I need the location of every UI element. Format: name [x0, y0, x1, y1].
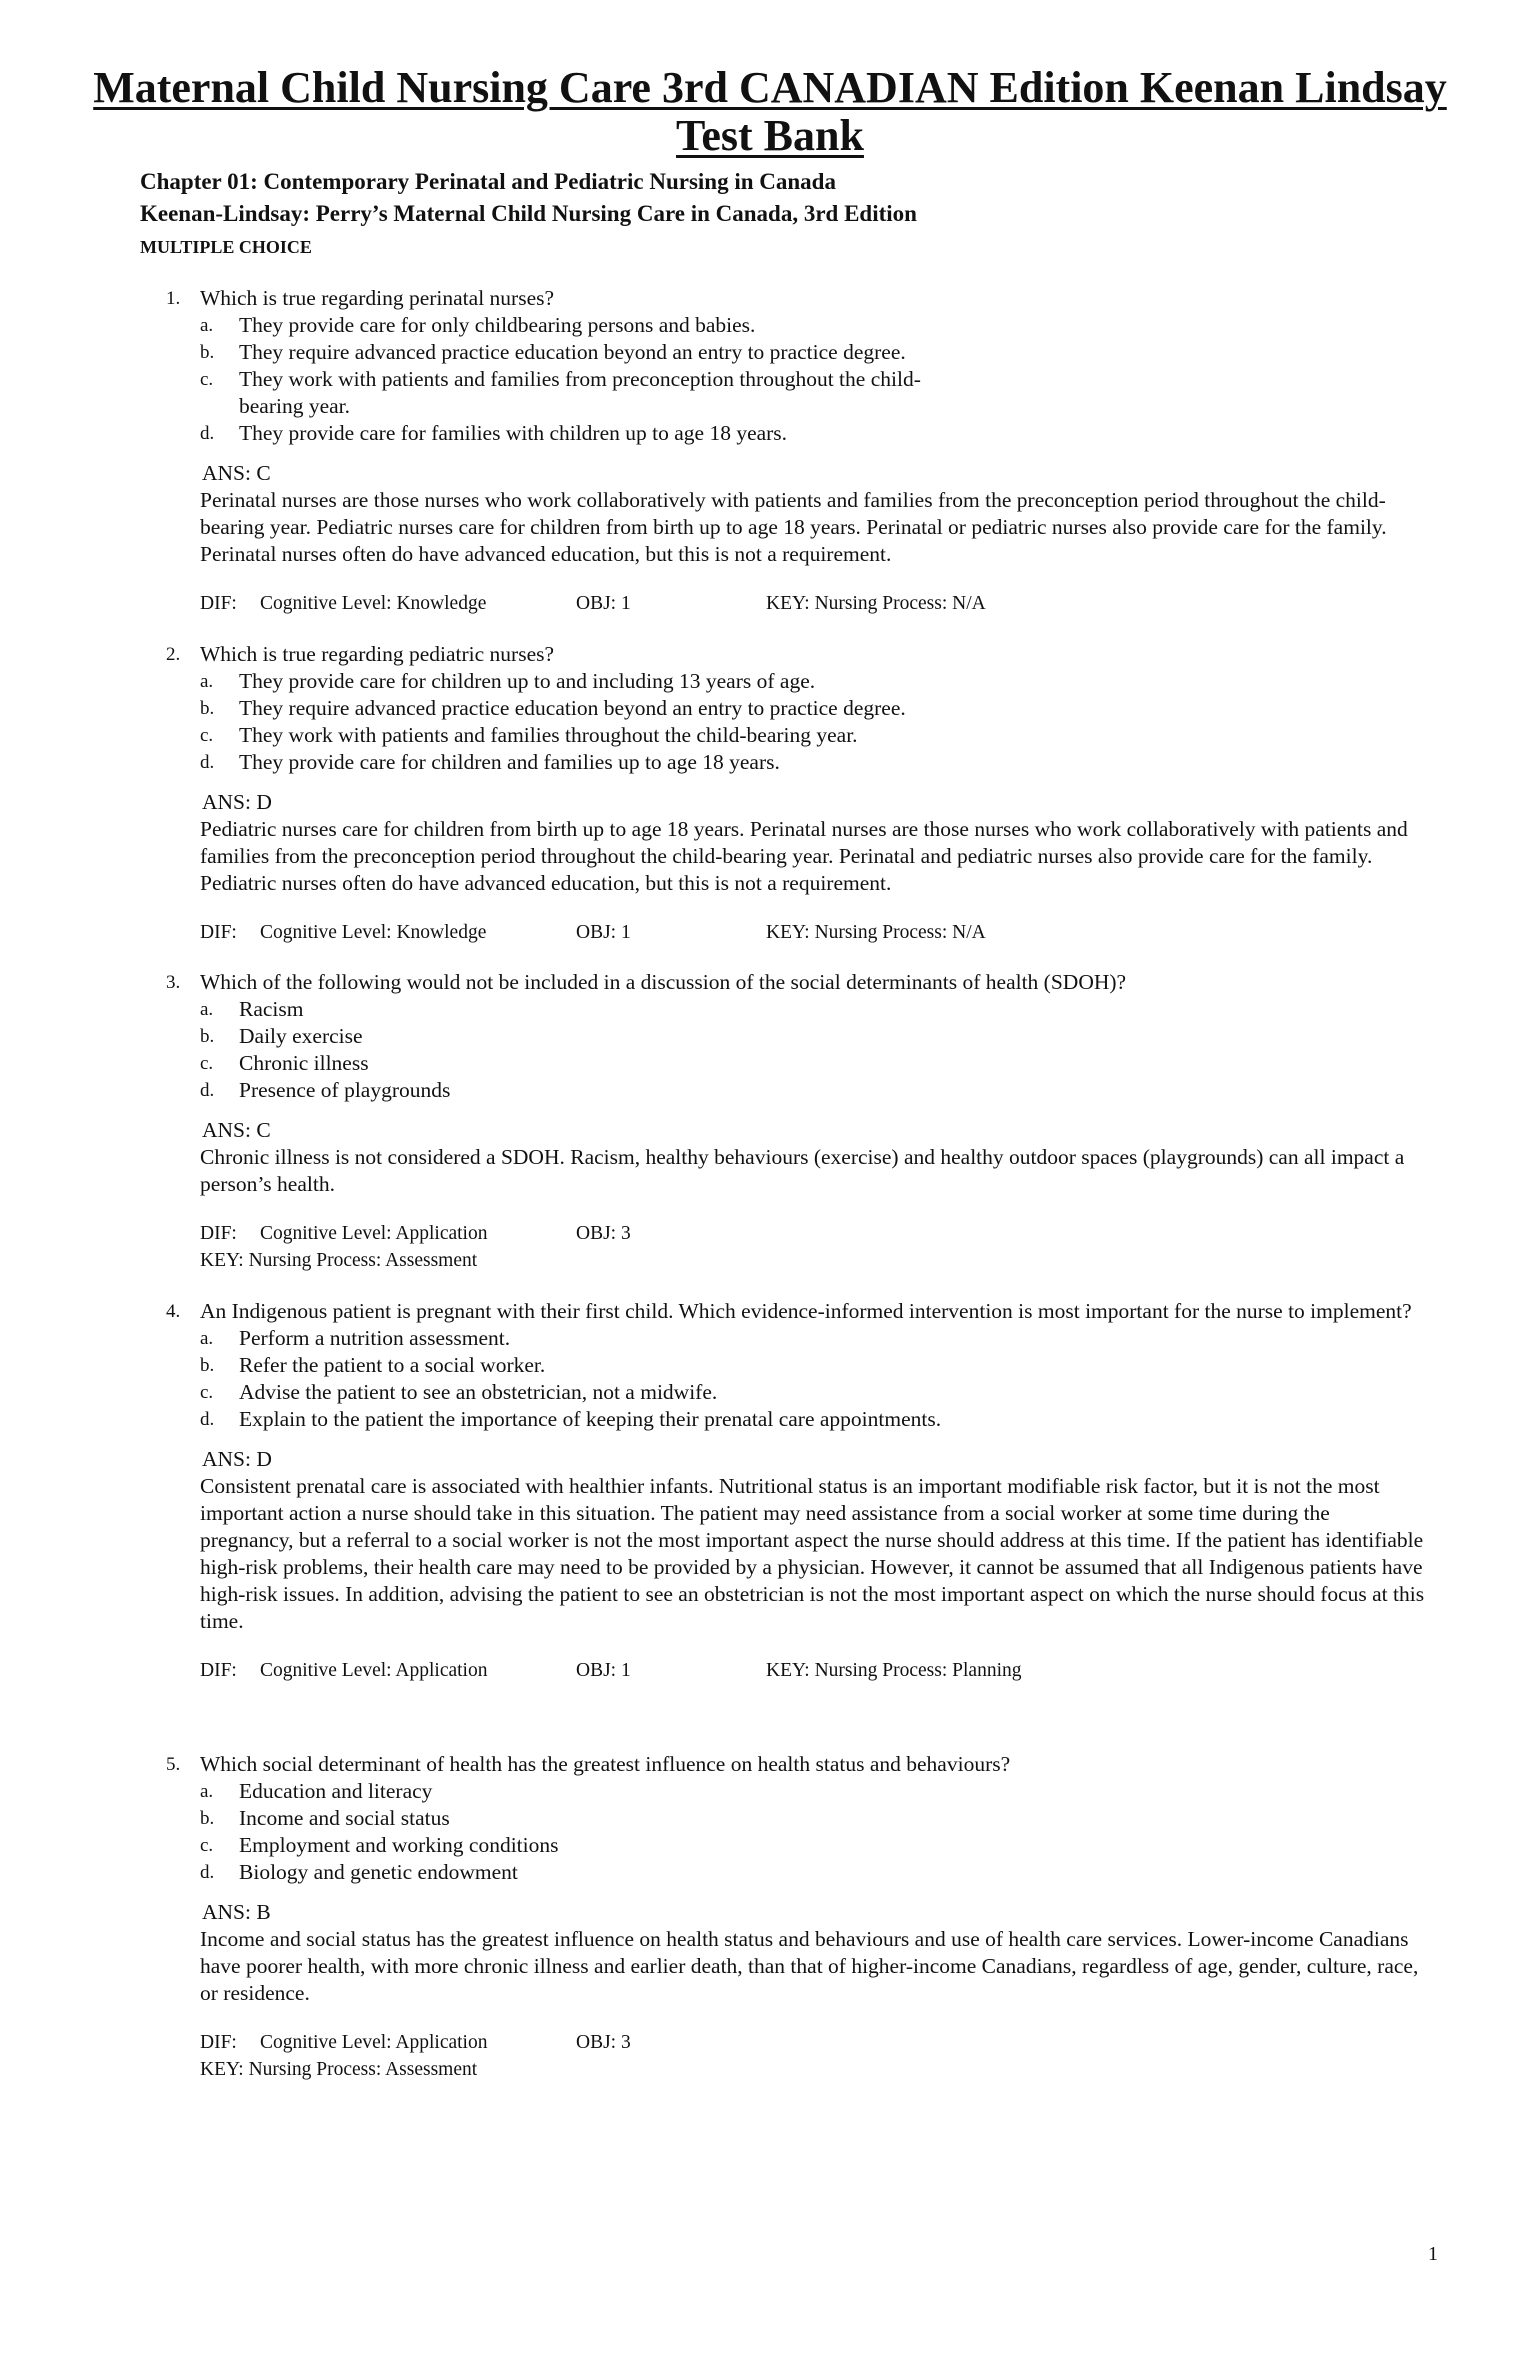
option-letter: b. [200, 1808, 215, 1829]
question-item [166, 641, 1426, 946]
option-text: They work with patients and families throughout the child-bearing year. [239, 723, 858, 747]
nursing-process-key: KEY: Nursing Process: N/A [766, 922, 986, 943]
option-text: Employment and working conditions [239, 1833, 559, 1857]
question-number: 2. [166, 644, 181, 665]
objective: OBJ: 1 [576, 922, 631, 943]
question-number: 5. [166, 1754, 181, 1775]
document-title-line-2 [0, 112, 1540, 160]
objective: OBJ: 3 [576, 1223, 631, 1244]
option-text: Refer the patient to a social worker. [239, 1353, 546, 1377]
title-text: Maternal Child Nursing Care 3rd CANADIAN Edition Keenan Lindsay [93, 63, 1447, 112]
question-number: 1. [166, 288, 181, 309]
option-letter: b. [200, 1026, 215, 1047]
answer-key: ANS: D [202, 1447, 272, 1471]
answer-option [200, 996, 1426, 1023]
answer-option [200, 312, 1426, 339]
option-letter: d. [200, 423, 215, 444]
answer-option [200, 1379, 1426, 1406]
title-text: Test Bank [676, 111, 864, 160]
section-heading: MULTIPLE CHOICE [140, 237, 312, 257]
cognitive-level: Cognitive Level: Knowledge [260, 593, 487, 614]
option-letter: a. [200, 315, 214, 336]
answer-key: ANS: C [202, 1118, 271, 1142]
answer-option [200, 695, 1426, 722]
answer-option [200, 366, 1426, 420]
option-text: Racism [239, 997, 304, 1021]
question-number: 4. [166, 1301, 181, 1322]
answer-key: ANS: C [202, 461, 271, 485]
option-letter: a. [200, 671, 214, 692]
objective: OBJ: 1 [576, 1660, 631, 1681]
answer-option [200, 1077, 1426, 1104]
question-item [166, 285, 1426, 617]
cognitive-level: Cognitive Level: Application [260, 1223, 488, 1244]
answer-option [200, 1859, 1426, 1886]
answer-option [200, 1050, 1426, 1077]
difficulty-label: DIF: [200, 2032, 237, 2053]
option-letter: a. [200, 1781, 214, 1802]
difficulty-label: DIF: [200, 593, 237, 614]
cognitive-level: Cognitive Level: Knowledge [260, 922, 487, 943]
answer-option [200, 339, 1426, 366]
option-letter: c. [200, 1053, 214, 1074]
question-metadata [200, 2029, 1426, 2056]
nursing-process-key: KEY: Nursing Process: N/A [766, 593, 986, 614]
difficulty-label: DIF: [200, 1223, 237, 1244]
answer-key: ANS: B [202, 1900, 271, 1924]
answer-option [200, 1023, 1426, 1050]
option-text: They work with patients and families from preconception throughout the child-bearing year. [239, 367, 921, 418]
question-metadata [200, 1220, 1426, 1247]
option-text: Income and social status [239, 1806, 450, 1830]
answer-option [200, 420, 1426, 447]
cognitive-level: Cognitive Level: Application [260, 1660, 488, 1681]
answer-option [200, 749, 1426, 776]
answer-option [200, 1778, 1426, 1805]
answer-option [200, 1406, 1426, 1433]
question-text: Which is true regarding pediatric nurses? [200, 642, 555, 666]
question-number: 3. [166, 972, 181, 993]
answer-option [200, 722, 1426, 749]
question-text: Which of the following would not be included in a discussion of the social determinants of health (SDOH)? [200, 970, 1127, 994]
option-letter: a. [200, 999, 214, 1020]
objective: OBJ: 3 [576, 2032, 631, 2053]
rationale-text: Consistent prenatal care is associated with healthier infants. Nutritional status is an important modifiable risk factor, but it is not the most important action a nurse should take in this situation. The patient may need assistance from a social worker at some time during the pregnancy, but a referral to a social worker is not the most important aspect the nurse should address at this time. If the patient has identifiable high-risk problems, their health care may need to be provided by a physician. However, it cannot be assumed that all Indigenous patients have high-risk issues. In addition, advising the patient to see an obstetrician is not the most important aspect on which the nurse should focus at this time. [200, 1474, 1425, 1633]
question-metadata [200, 919, 1426, 946]
option-text: They provide care for only childbearing persons and babies. [239, 313, 756, 337]
option-letter: c. [200, 369, 214, 390]
option-letter: a. [200, 1328, 214, 1349]
option-text: Daily exercise [239, 1024, 363, 1048]
nursing-process-key: KEY: Nursing Process: Planning [766, 1660, 1022, 1681]
question-metadata [200, 1657, 1426, 1684]
difficulty-label: DIF: [200, 1660, 237, 1681]
question-text: Which social determinant of health has the greatest influence on health status and behaviours? [200, 1752, 1011, 1776]
option-text: They provide care for children and families up to age 18 years. [239, 750, 780, 774]
rationale-text: Pediatric nurses care for children from birth up to age 18 years. Perinatal nurses are those nurses who work collaboratively with patients and families from the preconception period throughout the child-bearing year. Perinatal and pediatric nurses also provide care for the family. Pediatric nurses often do have advanced education, but this is not a requirement. [200, 817, 1408, 895]
chapter-heading: Chapter 01: Contemporary Perinatal and Pediatric Nursing in Canada [140, 169, 836, 194]
question-item [166, 969, 1426, 1274]
option-letter: d. [200, 752, 215, 773]
answer-option [200, 1805, 1426, 1832]
rationale-text: Chronic illness is not considered a SDOH. Racism, healthy behaviours (exercise) and healthy outdoor spaces (playgrounds) can all impact a person’s health. [200, 1145, 1405, 1196]
option-letter: b. [200, 342, 215, 363]
option-text: Chronic illness [239, 1051, 369, 1075]
page-number: 1 [1428, 2243, 1438, 2265]
option-text: Biology and genetic endowment [239, 1860, 518, 1884]
option-text: They require advanced practice education beyond an entry to practice degree. [239, 340, 906, 364]
answer-option [200, 1325, 1426, 1352]
option-letter: c. [200, 725, 214, 746]
option-text: Explain to the patient the importance of keeping their prenatal care appointments. [239, 1407, 942, 1431]
question-stem [166, 1298, 1426, 1325]
answer-option [200, 1352, 1426, 1379]
option-text: They provide care for families with children up to age 18 years. [239, 421, 788, 445]
option-letter: b. [200, 698, 215, 719]
question-item [166, 1751, 1426, 2083]
book-heading: Keenan-Lindsay: Perry’s Maternal Child Nursing Care in Canada, 3rd Edition [140, 201, 917, 226]
option-text: They provide care for children up to and including 13 years of age. [239, 669, 816, 693]
question-text: An Indigenous patient is pregnant with their first child. Which evidence-informed intervention is most important for the nurse to implement? [200, 1299, 1412, 1323]
option-text: Advise the patient to see an obstetrician, not a midwife. [239, 1380, 718, 1404]
option-text: They require advanced practice education beyond an entry to practice degree. [239, 696, 906, 720]
question-stem [166, 1751, 1426, 1778]
answer-option [200, 1832, 1426, 1859]
nursing-process-key: KEY: Nursing Process: Assessment [200, 2059, 478, 2080]
rationale-text: Perinatal nurses are those nurses who work collaboratively with patients and families from the preconception period throughout the child-bearing year. Pediatric nurses care for children from birth up to age 18 years. Perinatal or pediatric nurses also provide care for the family. Perinatal nurses often do have advanced education, but this is not a requirement. [200, 488, 1387, 566]
option-text: Perform a nutrition assessment. [239, 1326, 511, 1350]
cognitive-level: Cognitive Level: Application [260, 2032, 488, 2053]
question-item [166, 1298, 1426, 1684]
answer-key: ANS: D [202, 790, 272, 814]
option-letter: c. [200, 1382, 214, 1403]
option-letter: d. [200, 1080, 215, 1101]
answer-option [200, 668, 1426, 695]
option-letter: d. [200, 1409, 215, 1430]
option-letter: c. [200, 1835, 214, 1856]
option-text: Presence of playgrounds [239, 1078, 451, 1102]
question-stem [166, 969, 1426, 996]
option-letter: d. [200, 1862, 215, 1883]
nursing-process-key: KEY: Nursing Process: Assessment [200, 1250, 478, 1271]
difficulty-label: DIF: [200, 922, 237, 943]
question-stem [166, 285, 1426, 312]
objective: OBJ: 1 [576, 593, 631, 614]
question-text: Which is true regarding perinatal nurses? [200, 286, 555, 310]
option-text: Education and literacy [239, 1779, 433, 1803]
document-title-line-1 [0, 64, 1540, 112]
option-letter: b. [200, 1355, 215, 1376]
question-stem [166, 641, 1426, 668]
question-metadata [200, 590, 1426, 617]
rationale-text: Income and social status has the greatest influence on health status and behaviours and use of health care services. Lower-income Canadians have poorer health, with more chronic illness and earlier death, than that of higher-income Canadians, regardless of age, gender, culture, race, or residence. [200, 1927, 1419, 2005]
